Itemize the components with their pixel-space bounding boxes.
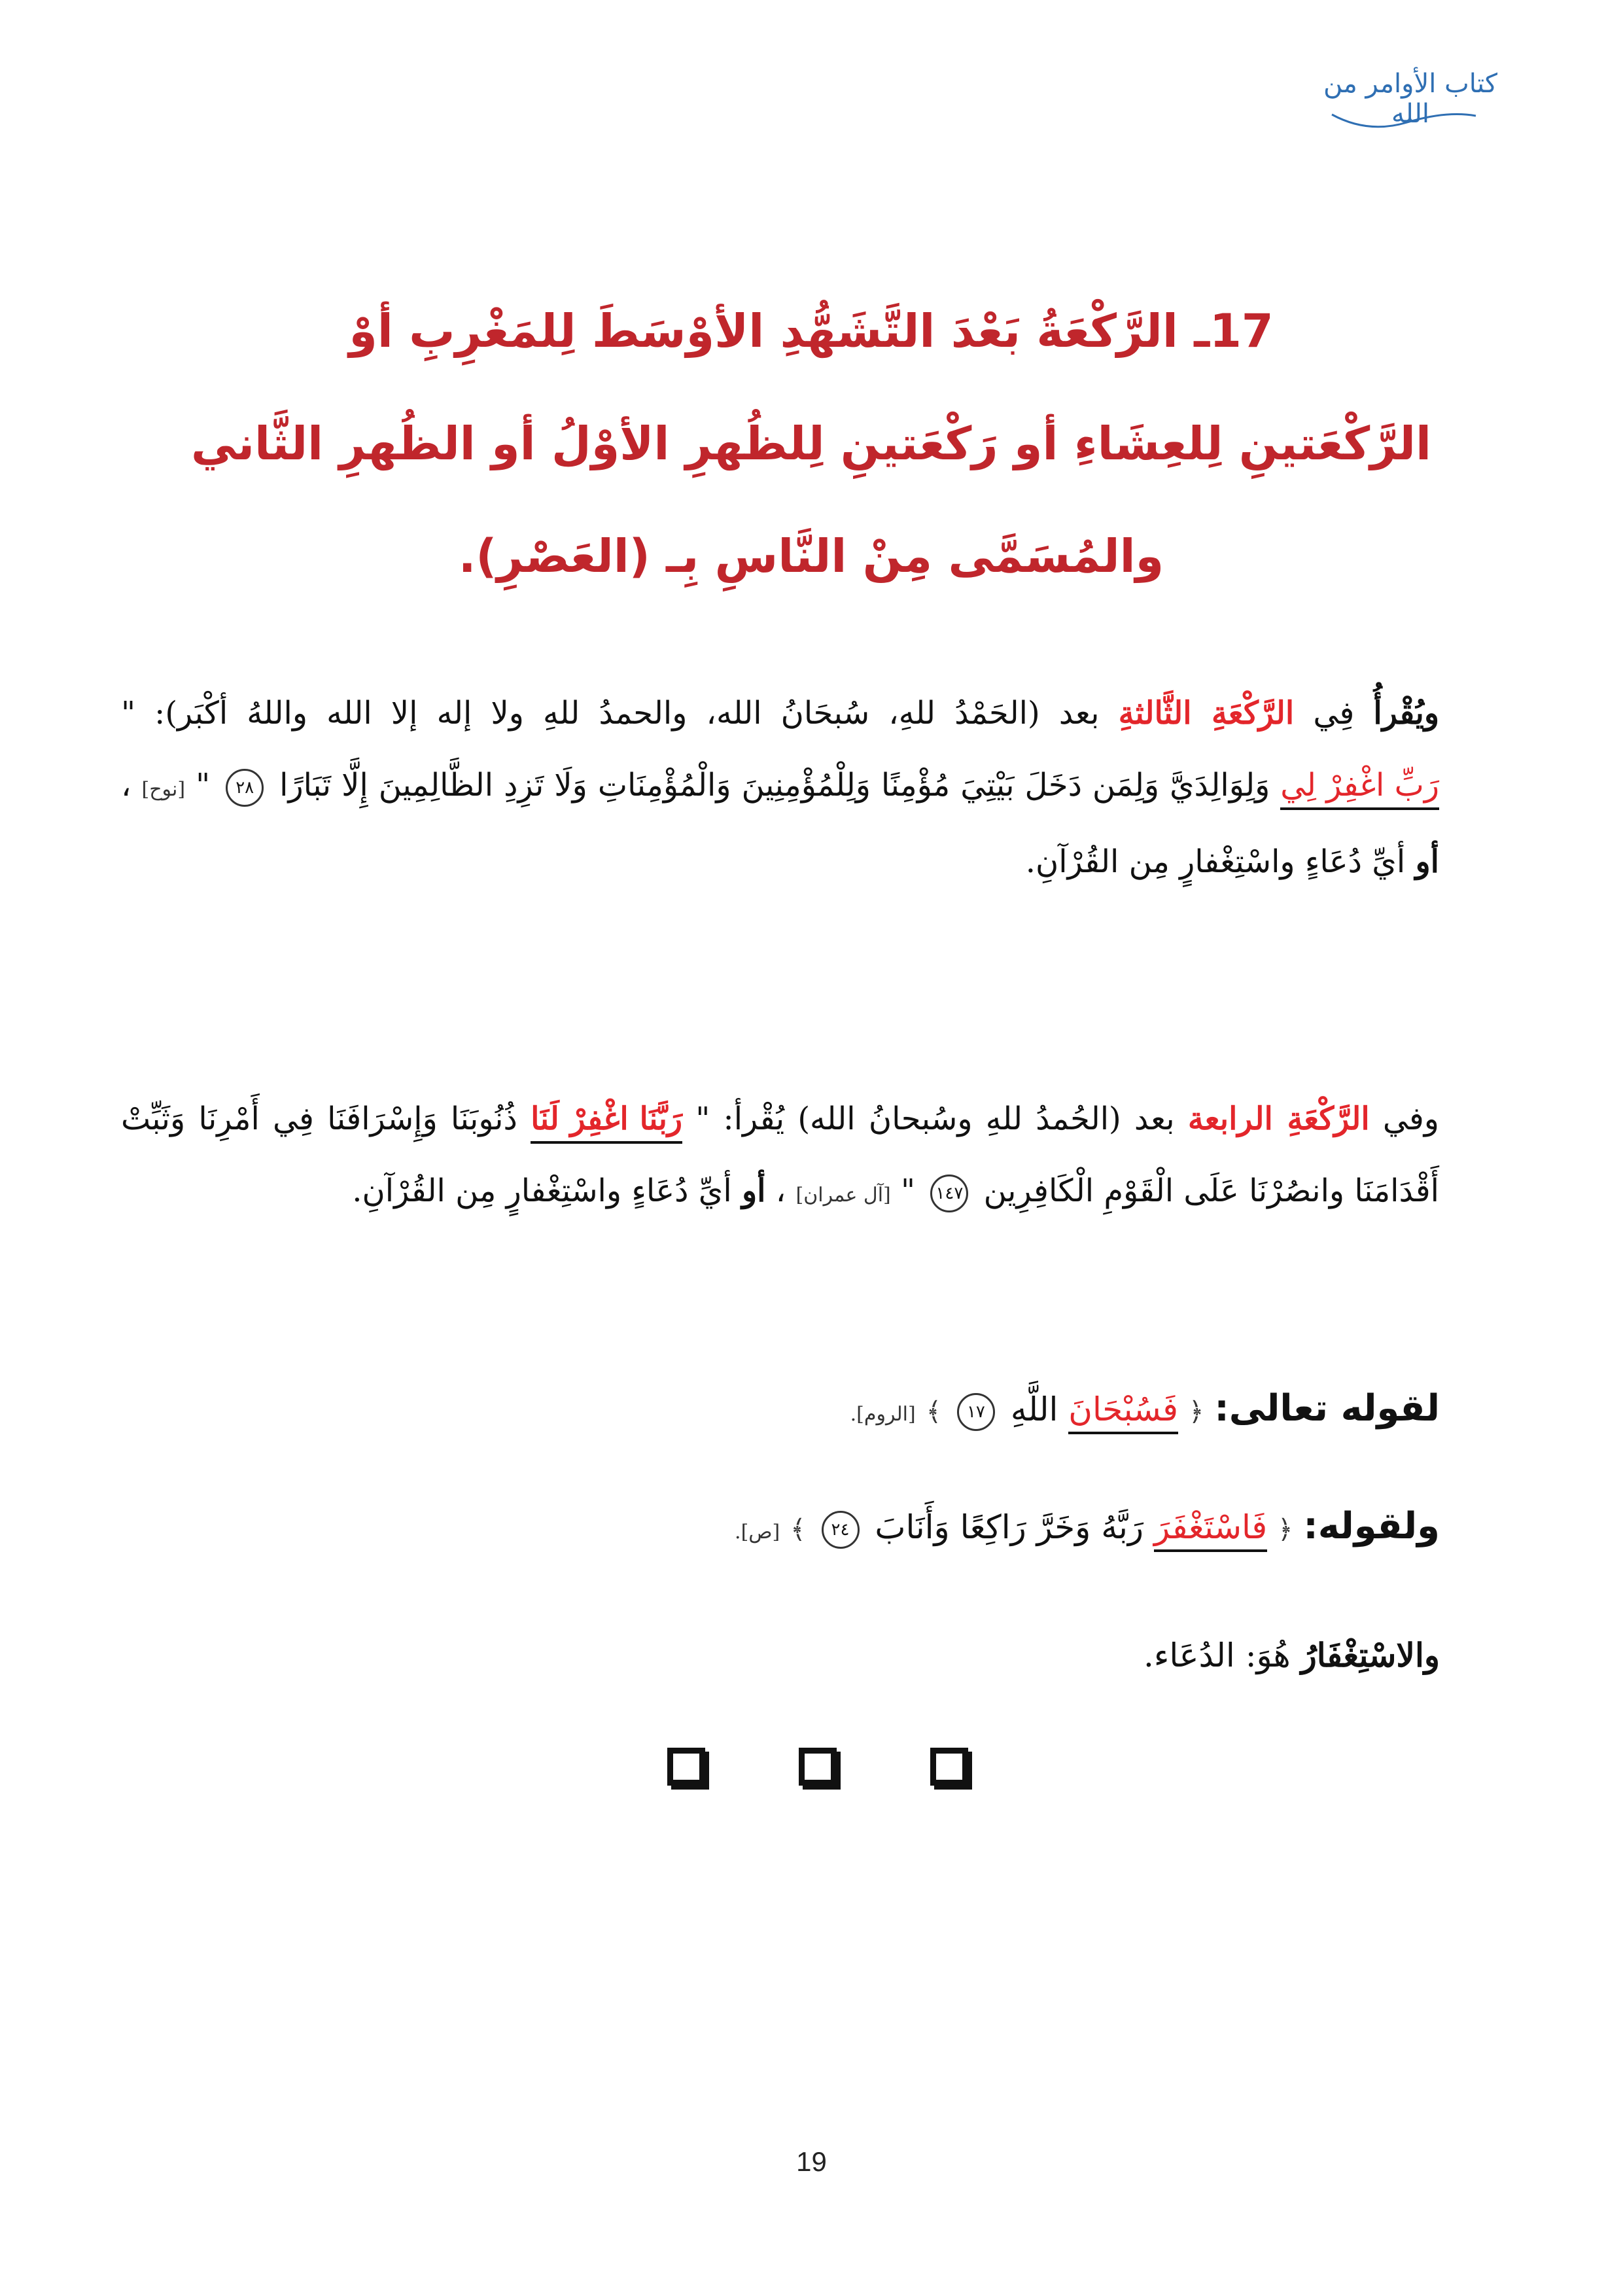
text: بعد (الحُمدُ للهِ وسُبحانُ الله) يُقْرأ: "	[695, 1101, 1175, 1137]
verse-text: رَبَّهُ وَخَرَّ رَاكِعًا وَأَنَابَ	[875, 1508, 1144, 1546]
square-bullet-icon	[799, 1748, 837, 1786]
heading-line-2: الرَّكْعَتينِ لِلعِشَاءِ أو رَكْعَتينِ لِلظُهرِ الأوْلُ أو الظُهرِ الثَّاني	[190, 417, 1432, 470]
close-bracket: ﴾	[790, 1515, 806, 1545]
page-number: 19	[796, 2146, 827, 2177]
square-bullet-icon	[667, 1748, 705, 1786]
section-heading	[98, 275, 1524, 612]
quote-highlight: فَاسْتَغْفَرَ	[1154, 1508, 1267, 1552]
quote-line-1	[850, 1387, 1440, 1434]
definition-text: هُوَ: الدُعَاء.	[1143, 1636, 1291, 1674]
page-header	[1302, 69, 1518, 141]
ayah-number-marker: ١٤٧	[930, 1174, 968, 1212]
third-rakah-highlight: الرَّكْعَةِ الثَّالثةِ	[1118, 695, 1295, 732]
surah-reference: [نوح]	[141, 778, 186, 801]
dua-highlight: رَبِّ اغْفِرْ لِي	[1280, 767, 1439, 810]
dua-highlight: رَبَّنَا اغْفِرْ لَنَا	[531, 1101, 682, 1144]
or-word: أو	[741, 1173, 766, 1209]
ayah-number-marker: ١٧	[957, 1393, 995, 1431]
comma: ،	[121, 767, 131, 804]
surah-reference: [ص].	[735, 1521, 780, 1544]
fourth-rakah-highlight: الرَّكْعَةِ الرابعة	[1187, 1101, 1370, 1137]
text: أيِّ دُعَاءٍ واسْتِغْفارٍ مِن القُرْآنِ.	[1025, 843, 1406, 880]
heading-line-3: والمُسَمَّى مِنْ النَّاسِ بِـ (العَصْرِ).	[458, 529, 1164, 583]
ayah-number-marker: ٢٨	[226, 769, 264, 807]
book-title: كتاب الأوامر من الله	[1323, 69, 1498, 129]
read-verb: ويُقْرأُ	[1373, 695, 1440, 732]
verse-text: وَلِوَالِدَيَّ وَلِمَن دَخَلَ بَيْتِيَ مُؤْمِنًا وَلِلْمُؤْمِنِينَ وَالْمُؤْمِنَاتِ وَلَا تَزِدِ الظَّالِمِينَ إِلَّا تَبَارًا	[279, 767, 1270, 804]
verse-text: اللَّهِ	[1010, 1390, 1058, 1428]
square-bullet-icon	[930, 1748, 968, 1786]
ayah-number-marker: ٢٤	[822, 1511, 860, 1549]
surah-reference: [آل عمران]	[795, 1184, 891, 1207]
comma: ،	[775, 1173, 786, 1209]
quote-line-2	[735, 1505, 1440, 1552]
fourth-rakah-paragraph	[121, 1083, 1439, 1231]
text: فِي	[1313, 695, 1355, 732]
surah-reference: [الروم].	[850, 1403, 916, 1426]
quote-mark: "	[901, 1173, 916, 1209]
quote-highlight: فَسُبْحَانَ	[1068, 1390, 1178, 1434]
or-word: أو	[1415, 843, 1439, 880]
close-bracket: ﴾	[926, 1397, 942, 1427]
definition-line	[1143, 1636, 1440, 1674]
quote-lead: لقوله تعالى:	[1214, 1387, 1440, 1430]
heading-line-1: 17ـ الرَّكْعَةُ بَعْدَ التَّشَهُّدِ الأوْسَطَ لِلمَغْرِبِ أوْ	[349, 304, 1274, 358]
text: بعد (الحَمْدُ للهِ، سُبحَانُ الله، والحمدُ للهِ ولا إله إلا الله واللهُ أكْبَر): "	[121, 695, 1100, 732]
header-swash-ornament	[1329, 108, 1479, 134]
text: أيِّ دُعَاءٍ واسْتِغْفارٍ مِن القُرْآنِ.	[352, 1173, 732, 1209]
quote-lead: ولقوله:	[1303, 1505, 1440, 1547]
definition-term: والاسْتِغْفَارُ	[1300, 1636, 1440, 1674]
section-end-ornament	[667, 1740, 968, 1793]
open-bracket: ﴿	[1188, 1397, 1204, 1427]
text: وفي	[1382, 1101, 1439, 1137]
quote-mark: "	[196, 767, 211, 804]
verse-text: ذُنُوبَنَا وَإِسْرَافَنَا فِي أَمْرِنَا وَثَبِّتْ أَقْدَامَنَا وانصُرْنَا عَلَى الْقَوْمِ الْكَافِرِين	[121, 1101, 1439, 1209]
open-bracket: ﴿	[1278, 1515, 1293, 1545]
third-rakah-paragraph	[121, 677, 1439, 898]
